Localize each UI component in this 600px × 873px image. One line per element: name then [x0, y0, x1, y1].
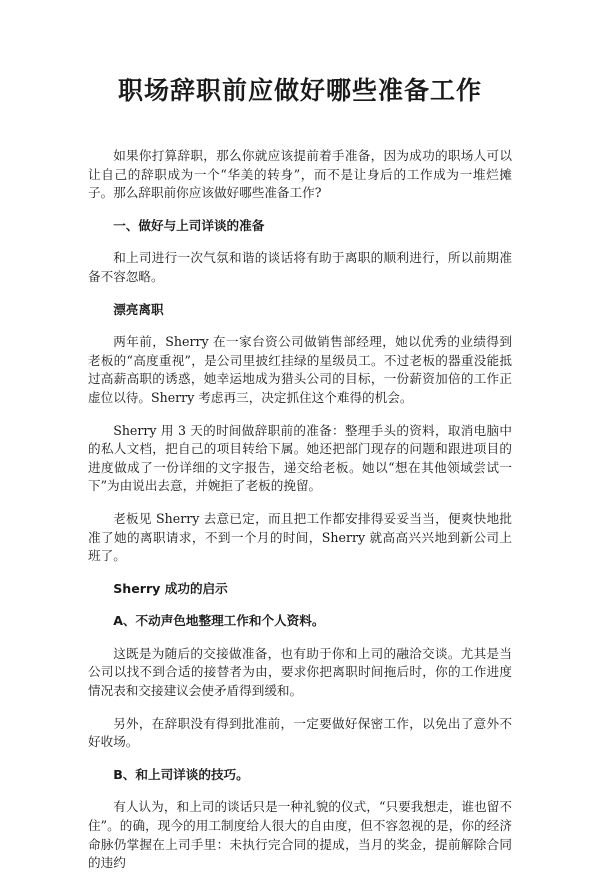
subsection-heading: A、不动声色地整理工作和个人资料。	[113, 613, 325, 629]
intro-paragraph: 如果你打算辞职，那么你就应该提前着手准备，因为成功的职场人可以让自己的辞职成为一个“华美的转身”，而不是让身后的工作成为一堆烂摊子。那么辞职前你应该做好哪些准备工作?	[88, 148, 512, 201]
subsection-heading: Sherry 成功的启示	[113, 580, 228, 596]
document-title: 职场辞职前应做好哪些准备工作	[117, 76, 482, 105]
paragraph: 另外，在辞职没有得到批准前，一定要做好保密工作，以免出了意外不好收场。	[88, 715, 512, 750]
subsection-heading: B、和上司详谈的技巧。	[113, 766, 249, 782]
paragraph: 和上司进行一次气氛和谐的谈话将有助于离职的顺利进行，所以前期准备不容忽略。	[88, 250, 512, 284]
paragraph: 老板见 Sherry 去意已定，而且把工作都安排得妥妥当当，便爽快地批准了她的离职请求，不到一个月的时间，Sherry 就高高兴兴地到新公司上班了。	[88, 510, 512, 564]
paragraph: Sherry 用 3 天的时间做辞职前的准备：整理手头的资料，取消电脑中的私人文档，把自己的项目转给下属。她还把部门现存的问题和跟进项目的进度做成了一份详细的文字报告，递交给老板。她以“想在其他领域尝试一下”为由说出去意，并婉拒了老板的挽留。	[88, 422, 512, 494]
paragraph: 这既是为随后的交接做准备，也有助于你和上司的融洽交谈。尤其是当公司以找不到合适的接替者为由，要求你把离职时间拖后时，你的工作进度情况表和交接建议会使矛盾得到缓和。	[88, 645, 512, 699]
paragraph: 有人认为，和上司的谈话只是一种礼貌的仪式，“只要我想走，谁也留不住”。的确，现今的用工制度给人很大的自由度，但不容忽视的是，你的经济命脉仍掌握在上司手里：未执行完合同的提成，当月的奖金，提前解除合同的违约	[88, 799, 512, 871]
paragraph: 两年前，Sherry 在一家台资公司做销售部经理，她以优秀的业绩得到老板的“高度重视”，是公司里披红挂绿的星级员工。不过老板的器重没能抵过高薪高职的诱惑，她幸运地成为猎头公司的目标，一份薪资加倍的工作正虚位以待。Sherry 考虑再三，决定抓住这个难得的机会。	[88, 334, 512, 405]
subsection-heading: 漂亮离职	[113, 301, 164, 317]
section-heading: 一、做好与上司详谈的准备	[113, 217, 265, 233]
